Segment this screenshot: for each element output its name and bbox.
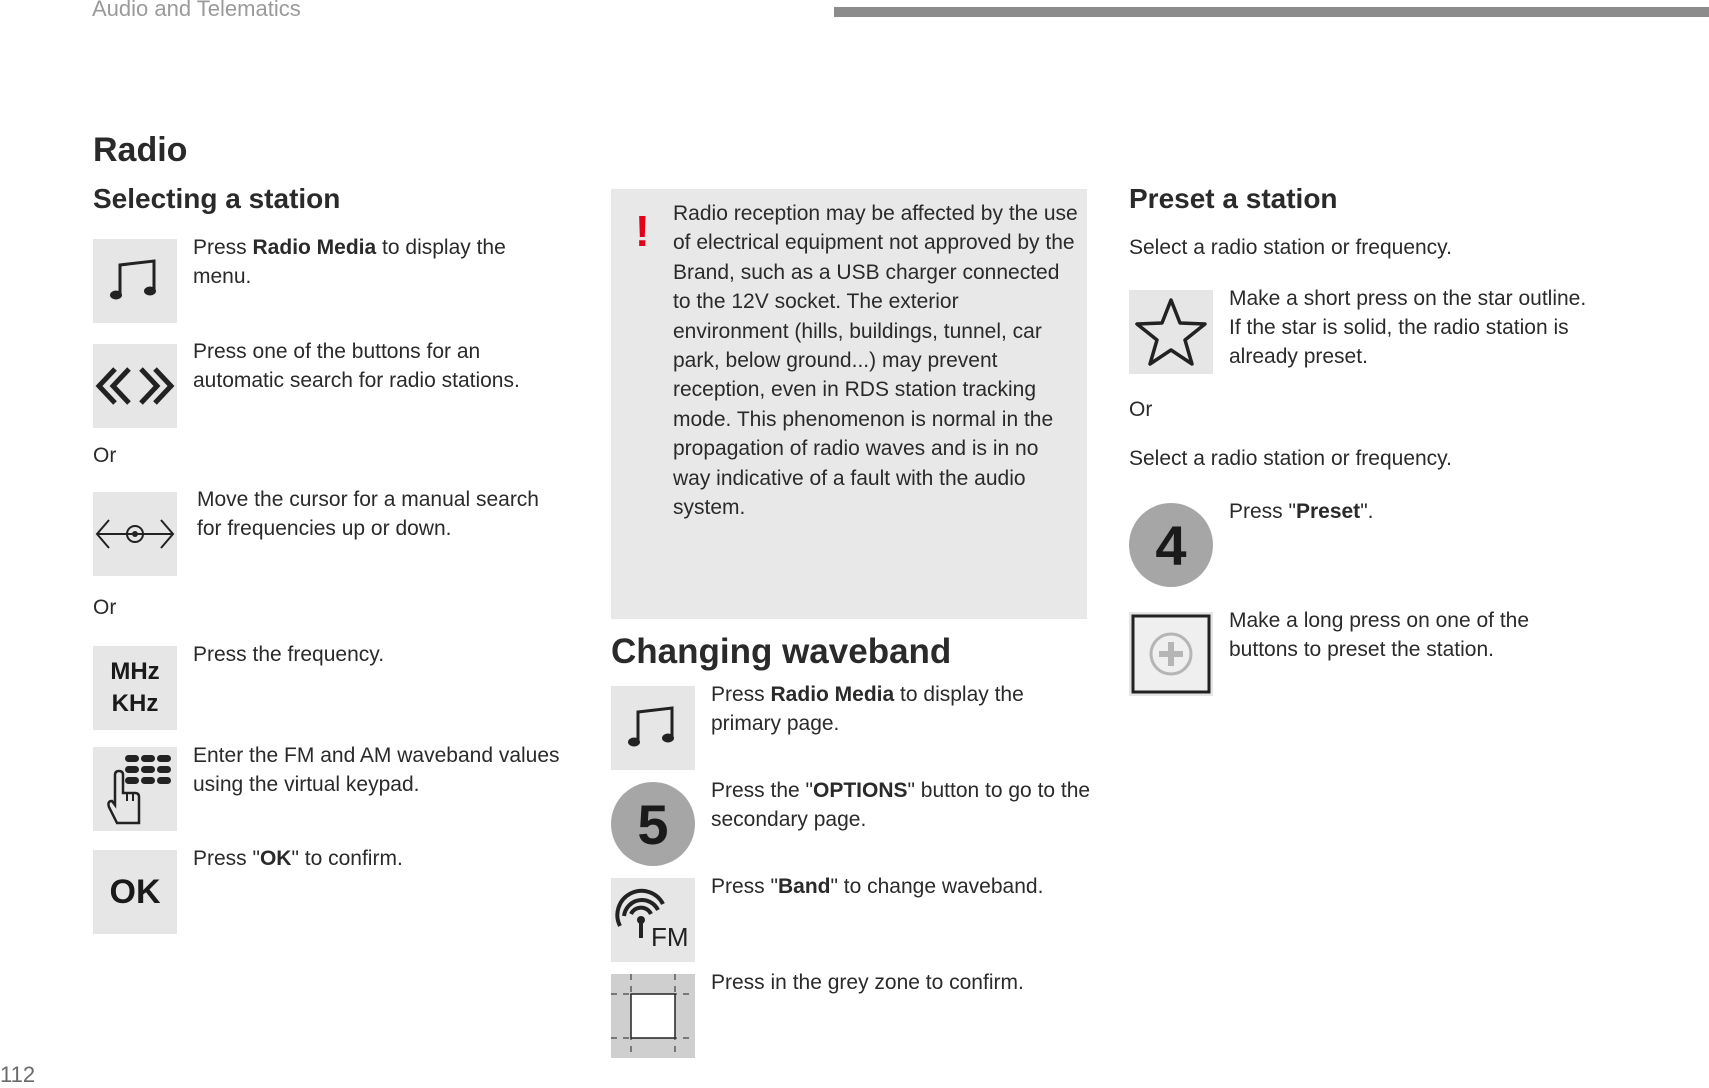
warning-mark-icon: !: [635, 207, 650, 256]
music-note-icon: [611, 686, 695, 770]
selecting-step-manual-search: Move the cursor for a manual search for frequencies up or down.: [197, 488, 539, 540]
selecting-step-keypad: Enter the FM and AM waveband values using the virtual keypad.: [193, 744, 560, 796]
waveband-step-radio-media: Press Radio Media to display the primary page.: [711, 683, 1024, 735]
keypad-hand-icon: [93, 747, 177, 831]
preset-select-station: Select a radio station or frequency.: [1129, 447, 1452, 470]
or-label: Or: [93, 596, 117, 619]
section-title: Audio and Telematics: [92, 0, 301, 21]
preset-press-preset: Press "Preset".: [1229, 500, 1374, 523]
step-number-badge: 4: [1129, 503, 1213, 587]
selecting-step-auto-search: Press one of the buttons for an automatic search for radio stations.: [193, 340, 520, 392]
seek-arrows-icon: [93, 344, 177, 428]
waveband-step-confirm: Press in the grey zone to confirm.: [711, 971, 1024, 994]
page-number: 112: [0, 1062, 36, 1087]
header-bar: [834, 7, 1709, 17]
waveband-heading: Changing waveband: [611, 632, 952, 671]
music-note-icon: [93, 239, 177, 323]
selecting-step-ok: Press "OK" to confirm.: [193, 847, 403, 870]
waveband-step-options: Press the "OPTIONS" button to go to the secondary page.: [711, 779, 1091, 831]
notice-text: Radio reception may be affected by the use of electrical equipment not approved by the Brand, such as a USB charger connected to the 12V socket. The exterior environment (hills, buildings, tunnel, car park, below ground...) may prevent reception, even in RDS station tracking mode. This phenomenon is normal in the propagation of radio waves and is in no way indicative of a fault with the audio system.: [673, 202, 1078, 520]
grey-zone-icon: [611, 974, 695, 1058]
preset-button-icon: [1129, 612, 1213, 696]
preset-select-station: Select a radio station or frequency.: [1129, 236, 1452, 259]
waveband-step-band: Press "Band" to change waveband.: [711, 875, 1044, 898]
ok-icon: OK: [93, 850, 177, 934]
selecting-step-frequency: Press the frequency.: [193, 643, 385, 666]
fm-label: FM: [651, 922, 689, 952]
star-outline-icon: [1129, 290, 1213, 374]
page-title: Radio: [93, 131, 188, 169]
preset-long-press: Make a long press on one of the buttons to preset the station.: [1229, 609, 1530, 661]
preset-star-text: Make a short press on the star outline. If the star is solid, the radio station is already preset.: [1229, 287, 1587, 368]
selecting-heading: Selecting a station: [93, 183, 341, 214]
or-label: Or: [93, 444, 117, 467]
preset-heading: Preset a station: [1129, 183, 1338, 214]
selecting-step-radio-media: Press Radio Media to display the menu.: [193, 236, 506, 288]
manual-tune-icon: [93, 492, 177, 576]
step-number-badge: 5: [611, 782, 695, 866]
fm-band-icon: [611, 878, 695, 962]
or-label: Or: [1129, 398, 1153, 421]
mhz-khz-icon: MHz KHz: [93, 646, 177, 730]
